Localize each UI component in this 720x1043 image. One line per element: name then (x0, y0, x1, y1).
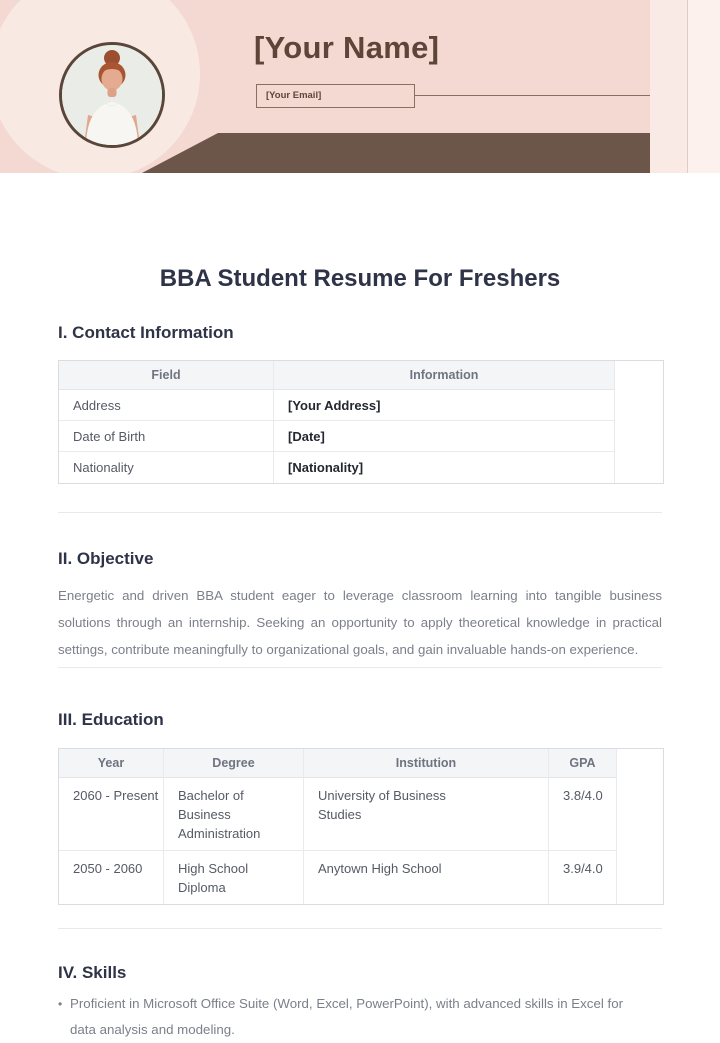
bullet-marker: • (58, 997, 63, 1011)
column-header-institution: Institution (304, 749, 549, 778)
education-degree: Bachelor of Business Administration (164, 778, 304, 851)
contact-table (58, 360, 664, 484)
header-brown-stripe (142, 133, 650, 173)
table-row (59, 421, 663, 452)
education-table (58, 748, 664, 905)
education-gpa: 3.9/4.0 (563, 861, 603, 876)
column-header-field: Field (59, 361, 274, 390)
education-institution: Anytown High School (304, 851, 549, 904)
section-divider (58, 512, 662, 513)
section-divider (58, 667, 662, 668)
education-institution: University of Business Studies (304, 778, 549, 851)
header-edge-strip-outer (650, 0, 687, 173)
education-year: 2060 - Present (59, 778, 164, 851)
table-empty-cell (616, 749, 663, 904)
table-empty-cell (614, 361, 663, 483)
column-header-degree: Degree (164, 749, 304, 778)
contact-field-value: [Date] (274, 421, 614, 452)
page-title: BBA Student Resume For Freshers (159, 265, 561, 292)
table-row (59, 851, 663, 904)
contact-field-label: Nationality (59, 452, 274, 483)
header-edge-strip-inner (687, 0, 720, 173)
table-row (59, 390, 663, 421)
column-header-gpa: GPA (549, 749, 616, 778)
skills-section-heading: IV. Skills (58, 963, 127, 982)
resume-header (0, 0, 720, 173)
objective-paragraph: Energetic and driven BBA student eager to leverage classroom learning into tangible business solutions through an internship. Seeking an opportunity to apply theoretical knowledge in practical settings, contribute meaningfully to organizational goals, and gain invaluable hands-on experience. (58, 588, 662, 657)
education-table-header-row (59, 749, 663, 778)
contact-table-header-row (59, 361, 663, 390)
profile-photo (59, 42, 165, 148)
education-section-heading: III. Education (58, 710, 164, 729)
email-field[interactable]: [Your Email] (256, 84, 415, 108)
resume-body (0, 265, 720, 1043)
contact-section-heading: I. Contact Information (58, 323, 234, 342)
avatar-illustration (62, 45, 162, 145)
column-header-year: Year (59, 749, 164, 778)
contact-field-label: Address (59, 390, 274, 421)
education-year: 2050 - 2060 (59, 851, 164, 904)
skill-text: Proficient in Microsoft Office Suite (Word, Excel, PowerPoint), with advanced skills in Excel for data analysis and modeling. (70, 996, 624, 1037)
skills-list (58, 991, 662, 1043)
contact-field-value: [Nationality] (288, 460, 364, 475)
table-row (59, 778, 663, 851)
objective-section-heading: II. Objective (58, 549, 154, 568)
contact-field-value: [Your Address] (274, 390, 614, 421)
section-divider (58, 928, 662, 929)
email-underline (415, 95, 650, 96)
table-row (59, 452, 663, 483)
column-header-information: Information (274, 361, 614, 390)
education-gpa: 3.8/4.0 (549, 778, 616, 851)
list-item (58, 991, 644, 1043)
name-placeholder: [Your Name] (254, 30, 440, 65)
education-degree: High School Diploma (164, 851, 304, 904)
contact-field-label: Date of Birth (59, 421, 274, 452)
